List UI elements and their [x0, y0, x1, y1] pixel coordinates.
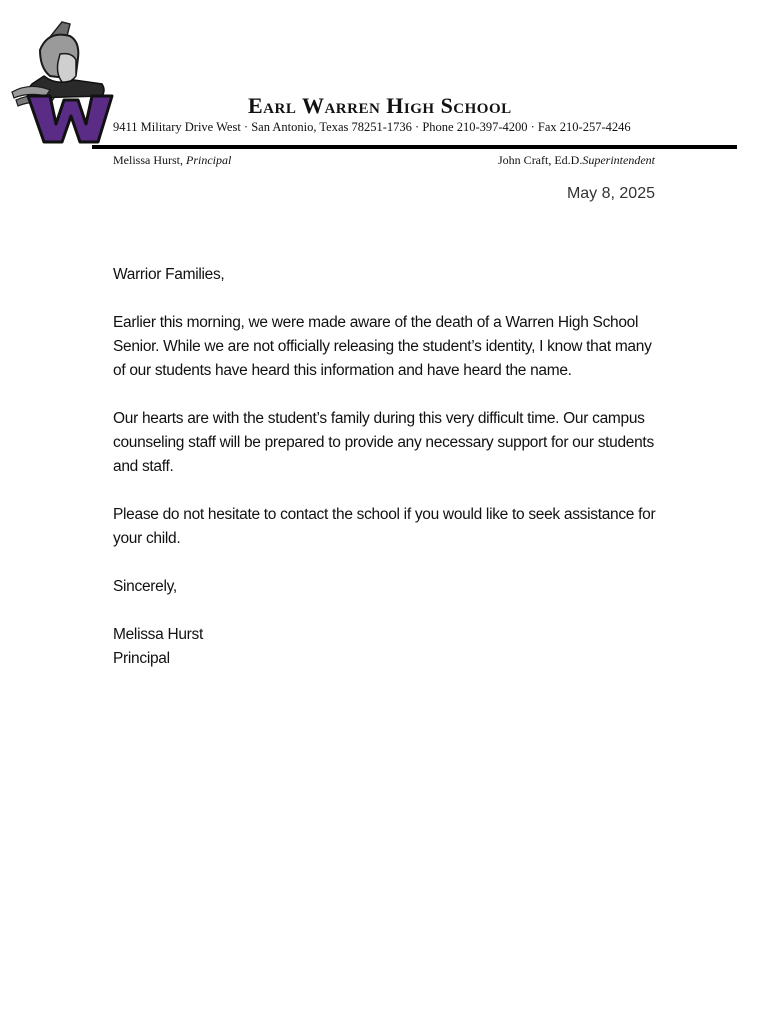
superintendent-credit	[498, 153, 655, 168]
signer-title: Principal	[113, 650, 170, 667]
salutation: Warrior Families,	[113, 266, 225, 283]
principal-name: Melissa Hurst,	[113, 153, 183, 167]
paragraph: Our hearts are with the student’s family during this very difficult time. Our campus counseling staff will be prepared to provide any necessary support for our students and staff.	[113, 410, 654, 475]
header-divider	[92, 145, 737, 149]
paragraph: Earlier this morning, we were made aware of the death of a Warren High School Senior. While we are not officially releasing the student’s identity, I know that many of our students have heard this information and have heard the name.	[113, 314, 652, 379]
letter-body	[113, 263, 658, 671]
superintendent-title: Superintendent	[582, 153, 655, 167]
paragraph: Please do not hesitate to contact the school if you would like to seek assistance for your child.	[113, 506, 656, 547]
superintendent-name: John Craft, Ed.D.	[498, 153, 583, 167]
letter-date: May 8, 2025	[566, 185, 655, 202]
signer-name: Melissa Hurst	[113, 626, 203, 643]
closing: Sincerely,	[113, 578, 177, 595]
principal-credit	[113, 153, 231, 168]
school-address: 9411 Military Drive West · San Antonio, Texas 78251-1736 · Phone 210-397-4200 · Fax 210-257-4246	[113, 120, 631, 134]
school-name: Earl Warren High School	[248, 93, 512, 118]
warrior-logo-icon	[10, 20, 114, 146]
principal-title: Principal	[186, 153, 232, 167]
